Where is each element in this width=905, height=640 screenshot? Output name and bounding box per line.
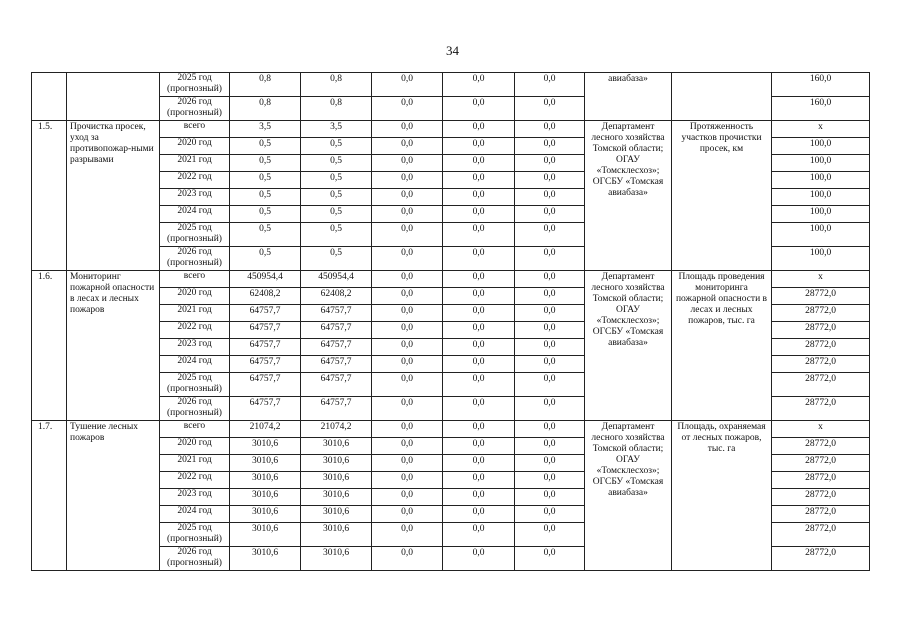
federal-budget-cell: 0,0 [372,138,443,155]
total-funding-cell: 0,5 [230,172,301,189]
federal-budget-cell: 0,0 [372,506,443,523]
target-value-cell: x [772,271,870,288]
table-row [32,121,870,138]
total-funding-cell: 64757,7 [230,305,301,322]
total-funding-cell: 3010,6 [230,438,301,455]
regional-budget-cell: 3010,6 [301,438,372,455]
local-budget-cell: 0,0 [443,172,515,189]
total-funding-cell: 3,5 [230,121,301,138]
target-value-cell: 28772,0 [772,356,870,373]
other-sources-cell: 0,0 [515,97,585,121]
local-budget-cell: 0,0 [443,206,515,223]
page-number: 34 [446,43,459,58]
total-funding-cell: 0,5 [230,155,301,172]
other-sources-cell: 0,0 [515,339,585,356]
federal-budget-cell: 0,0 [372,271,443,288]
target-value-cell: 28772,0 [772,305,870,322]
other-sources-cell: 0,0 [515,356,585,373]
item-code: 1.6. [32,271,67,421]
local-budget-cell: 0,0 [443,455,515,472]
federal-budget-cell: 0,0 [372,455,443,472]
other-sources-cell: 0,0 [515,506,585,523]
target-value-cell: 100,0 [772,223,870,247]
local-budget-cell: 0,0 [443,523,515,547]
target-value-cell: 100,0 [772,247,870,271]
regional-budget-cell: 0,5 [301,206,372,223]
total-funding-cell: 3010,6 [230,472,301,489]
federal-budget-cell: 0,0 [372,438,443,455]
item-name: Тушение лесных пожаров [67,421,160,571]
executor-cell: авиабаза» [585,73,672,121]
year-cell: 2025 год (прогнозный) [160,373,230,397]
regional-budget-cell: 62408,2 [301,288,372,305]
year-cell: 2024 год [160,206,230,223]
regional-budget-cell: 64757,7 [301,356,372,373]
other-sources-cell: 0,0 [515,223,585,247]
regional-budget-cell: 64757,7 [301,397,372,421]
other-sources-cell: 0,0 [515,472,585,489]
federal-budget-cell: 0,0 [372,155,443,172]
federal-budget-cell: 0,0 [372,373,443,397]
regional-budget-cell: 3010,6 [301,506,372,523]
executor-cell: Департамент лесного хозяйства Томской области; ОГАУ «Томсклесхоз»; ОГСБУ «Томская авиабаза» [585,271,672,421]
target-value-cell: 28772,0 [772,523,870,547]
target-value-cell: 28772,0 [772,373,870,397]
federal-budget-cell: 0,0 [372,247,443,271]
other-sources-cell: 0,0 [515,305,585,322]
item-code [32,73,67,121]
regional-budget-cell: 3010,6 [301,547,372,571]
other-sources-cell: 0,0 [515,455,585,472]
target-value-cell: 100,0 [772,138,870,155]
target-value-cell: 28772,0 [772,506,870,523]
other-sources-cell: 0,0 [515,247,585,271]
indicator-cell: Площадь, охраняемая от лесных пожаров, тыс. га [672,421,772,571]
year-cell: 2024 год [160,356,230,373]
federal-budget-cell: 0,0 [372,356,443,373]
year-cell: 2022 год [160,322,230,339]
other-sources-cell: 0,0 [515,172,585,189]
regional-budget-cell: 64757,7 [301,373,372,397]
local-budget-cell: 0,0 [443,155,515,172]
regional-budget-cell: 0,8 [301,97,372,121]
target-value-cell: 160,0 [772,97,870,121]
total-funding-cell: 64757,7 [230,373,301,397]
regional-budget-cell: 0,5 [301,223,372,247]
regional-budget-cell: 3,5 [301,121,372,138]
local-budget-cell: 0,0 [443,73,515,97]
federal-budget-cell: 0,0 [372,339,443,356]
regional-budget-cell: 0,5 [301,189,372,206]
federal-budget-cell: 0,0 [372,172,443,189]
table-row [32,271,870,288]
local-budget-cell: 0,0 [443,472,515,489]
other-sources-cell: 0,0 [515,373,585,397]
year-cell: 2021 год [160,455,230,472]
year-cell: 2025 год (прогнозный) [160,223,230,247]
total-funding-cell: 64757,7 [230,397,301,421]
local-budget-cell: 0,0 [443,138,515,155]
target-value-cell: 28772,0 [772,288,870,305]
local-budget-cell: 0,0 [443,339,515,356]
total-funding-cell: 0,8 [230,97,301,121]
federal-budget-cell: 0,0 [372,421,443,438]
year-cell: 2021 год [160,305,230,322]
local-budget-cell: 0,0 [443,97,515,121]
federal-budget-cell: 0,0 [372,206,443,223]
item-code: 1.7. [32,421,67,571]
target-value-cell: 28772,0 [772,455,870,472]
target-value-cell: 160,0 [772,73,870,97]
local-budget-cell: 0,0 [443,421,515,438]
target-value-cell: 100,0 [772,206,870,223]
total-funding-cell: 450954,4 [230,271,301,288]
program-table [31,72,870,571]
regional-budget-cell: 64757,7 [301,322,372,339]
local-budget-cell: 0,0 [443,322,515,339]
year-cell: 2025 год (прогнозный) [160,73,230,97]
regional-budget-cell: 3010,6 [301,523,372,547]
local-budget-cell: 0,0 [443,247,515,271]
target-value-cell: 28772,0 [772,547,870,571]
federal-budget-cell: 0,0 [372,305,443,322]
regional-budget-cell: 0,8 [301,73,372,97]
regional-budget-cell: 64757,7 [301,339,372,356]
year-cell: 2026 год (прогнозный) [160,397,230,421]
regional-budget-cell: 0,5 [301,172,372,189]
total-funding-cell: 62408,2 [230,288,301,305]
year-cell: 2020 год [160,288,230,305]
target-value-cell: 100,0 [772,189,870,206]
other-sources-cell: 0,0 [515,438,585,455]
regional-budget-cell: 450954,4 [301,271,372,288]
other-sources-cell: 0,0 [515,138,585,155]
total-funding-cell: 0,5 [230,247,301,271]
year-cell: всего [160,421,230,438]
year-cell: 2026 год (прогнозный) [160,97,230,121]
other-sources-cell: 0,0 [515,397,585,421]
year-cell: 2021 год [160,155,230,172]
regional-budget-cell: 64757,7 [301,305,372,322]
year-cell: 2023 год [160,339,230,356]
total-funding-cell: 64757,7 [230,339,301,356]
other-sources-cell: 0,0 [515,523,585,547]
other-sources-cell: 0,0 [515,271,585,288]
local-budget-cell: 0,0 [443,121,515,138]
federal-budget-cell: 0,0 [372,472,443,489]
federal-budget-cell: 0,0 [372,73,443,97]
local-budget-cell: 0,0 [443,438,515,455]
year-cell: 2023 год [160,189,230,206]
other-sources-cell: 0,0 [515,73,585,97]
indicator-cell [672,73,772,121]
total-funding-cell: 0,8 [230,73,301,97]
target-value-cell: 28772,0 [772,472,870,489]
local-budget-cell: 0,0 [443,223,515,247]
target-value-cell: 100,0 [772,172,870,189]
target-value-cell: 100,0 [772,155,870,172]
other-sources-cell: 0,0 [515,489,585,506]
federal-budget-cell: 0,0 [372,223,443,247]
table-body [32,73,870,571]
local-budget-cell: 0,0 [443,373,515,397]
regional-budget-cell: 0,5 [301,247,372,271]
year-cell: 2022 год [160,172,230,189]
year-cell: 2020 год [160,438,230,455]
target-value-cell: 28772,0 [772,397,870,421]
total-funding-cell: 3010,6 [230,489,301,506]
target-value-cell: 28772,0 [772,438,870,455]
other-sources-cell: 0,0 [515,547,585,571]
total-funding-cell: 0,5 [230,223,301,247]
target-value-cell: x [772,121,870,138]
federal-budget-cell: 0,0 [372,523,443,547]
year-cell: 2026 год (прогнозный) [160,247,230,271]
year-cell: 2026 год (прогнозный) [160,547,230,571]
executor-cell: Департамент лесного хозяйства Томской области; ОГАУ «Томсклесхоз»; ОГСБУ «Томская авиабаза» [585,121,672,271]
other-sources-cell: 0,0 [515,288,585,305]
federal-budget-cell: 0,0 [372,322,443,339]
total-funding-cell: 64757,7 [230,356,301,373]
federal-budget-cell: 0,0 [372,397,443,421]
total-funding-cell: 0,5 [230,189,301,206]
total-funding-cell: 64757,7 [230,322,301,339]
other-sources-cell: 0,0 [515,155,585,172]
total-funding-cell: 21074,2 [230,421,301,438]
local-budget-cell: 0,0 [443,305,515,322]
executor-cell: Департамент лесного хозяйства Томской области; ОГАУ «Томсклесхоз»; ОГСБУ «Томская авиабаза» [585,421,672,571]
item-name [67,73,160,121]
table-row [32,421,870,438]
local-budget-cell: 0,0 [443,489,515,506]
year-cell: всего [160,121,230,138]
regional-budget-cell: 3010,6 [301,455,372,472]
total-funding-cell: 0,5 [230,138,301,155]
item-code: 1.5. [32,121,67,271]
indicator-cell: Протяженность участков прочистки просек, км [672,121,772,271]
item-name: Прочистка просек, уход за противопожар-ными разрывами [67,121,160,271]
regional-budget-cell: 21074,2 [301,421,372,438]
local-budget-cell: 0,0 [443,397,515,421]
indicator-cell: Площадь проведения мониторинга пожарной опасности в лесах и лесных пожаров, тыс. га [672,271,772,421]
table-row [32,73,870,97]
other-sources-cell: 0,0 [515,421,585,438]
total-funding-cell: 3010,6 [230,506,301,523]
year-cell: 2025 год (прогнозный) [160,523,230,547]
year-cell: 2024 год [160,506,230,523]
item-name: Мониторинг пожарной опасности в лесах и лесных пожаров [67,271,160,421]
federal-budget-cell: 0,0 [372,288,443,305]
other-sources-cell: 0,0 [515,206,585,223]
local-budget-cell: 0,0 [443,271,515,288]
total-funding-cell: 0,5 [230,206,301,223]
target-value-cell: 28772,0 [772,339,870,356]
regional-budget-cell: 3010,6 [301,489,372,506]
local-budget-cell: 0,0 [443,356,515,373]
target-value-cell: x [772,421,870,438]
target-value-cell: 28772,0 [772,322,870,339]
regional-budget-cell: 0,5 [301,155,372,172]
local-budget-cell: 0,0 [443,288,515,305]
year-cell: всего [160,271,230,288]
other-sources-cell: 0,0 [515,322,585,339]
target-value-cell: 28772,0 [772,489,870,506]
local-budget-cell: 0,0 [443,547,515,571]
year-cell: 2020 год [160,138,230,155]
federal-budget-cell: 0,0 [372,547,443,571]
other-sources-cell: 0,0 [515,189,585,206]
federal-budget-cell: 0,0 [372,121,443,138]
total-funding-cell: 3010,6 [230,547,301,571]
local-budget-cell: 0,0 [443,189,515,206]
other-sources-cell: 0,0 [515,121,585,138]
regional-budget-cell: 0,5 [301,138,372,155]
year-cell: 2022 год [160,472,230,489]
federal-budget-cell: 0,0 [372,97,443,121]
total-funding-cell: 3010,6 [230,455,301,472]
federal-budget-cell: 0,0 [372,489,443,506]
year-cell: 2023 год [160,489,230,506]
local-budget-cell: 0,0 [443,506,515,523]
regional-budget-cell: 3010,6 [301,472,372,489]
federal-budget-cell: 0,0 [372,189,443,206]
total-funding-cell: 3010,6 [230,523,301,547]
